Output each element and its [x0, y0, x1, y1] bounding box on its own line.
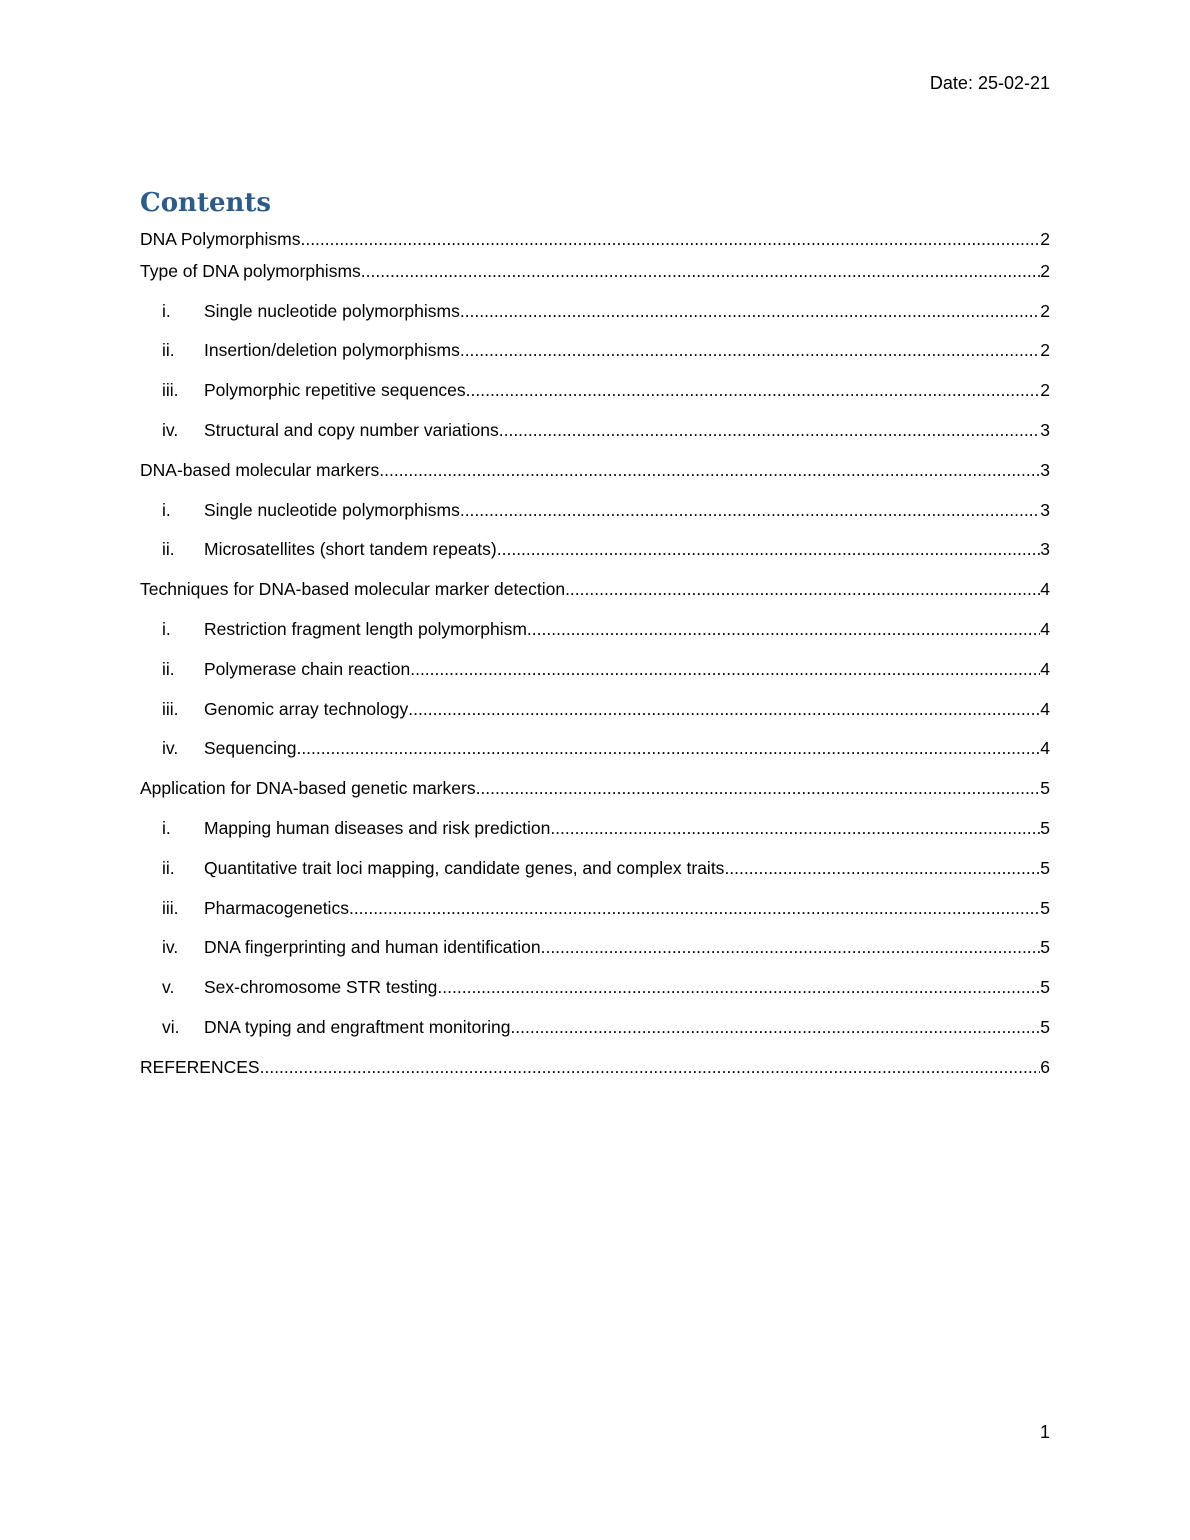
toc-entry-page: 5 [1040, 977, 1050, 998]
toc-entry-number: iv. [162, 419, 179, 440]
toc-entry-label: Microsatellites (short tandem repeats) [204, 539, 497, 560]
toc-entry-label: Insertion/deletion polymorphisms [204, 340, 460, 361]
toc-dot-leader [300, 228, 1040, 250]
toc-entry[interactable] [140, 1046, 1050, 1086]
toc-entry-page: 5 [1040, 1016, 1050, 1037]
toc-entry-label: Genomic array technology [204, 698, 409, 719]
toc-entry-number: ii. [162, 857, 175, 878]
toc-entry[interactable] [140, 1006, 1050, 1046]
toc-entry-number: iii. [162, 698, 179, 719]
toc-dot-leader [408, 698, 1040, 720]
toc-entry-label: DNA fingerprinting and human identification [204, 937, 541, 958]
toc-entry-label: REFERENCES [140, 1056, 260, 1077]
toc-dot-leader [349, 897, 1040, 919]
toc-entry-number: iii. [162, 380, 179, 401]
toc-dot-leader [460, 300, 1040, 322]
toc-entry-label: Polymorphic repetitive sequences [204, 380, 466, 401]
toc-entry-label: Sex-chromosome STR testing [204, 977, 438, 998]
toc-entry-label: Application for DNA-based genetic markers [140, 778, 476, 799]
toc-entry-label: DNA Polymorphisms [140, 229, 301, 249]
toc-entry-page: 3 [1040, 499, 1050, 520]
toc-entry-page: 2 [1040, 260, 1050, 281]
toc-entry-number: i. [162, 817, 171, 838]
toc-entry-label: Sequencing [204, 738, 297, 759]
toc-entry-page: 4 [1040, 658, 1050, 679]
toc-entry-label: Single nucleotide polymorphisms [204, 499, 460, 520]
toc-entry-label: Techniques for DNA-based molecular marker detection [140, 579, 566, 600]
toc-dot-leader [724, 857, 1040, 879]
toc-entry-page: 2 [1040, 229, 1050, 249]
toc-dot-leader [437, 976, 1040, 998]
toc-dot-leader [410, 658, 1040, 680]
toc-dot-leader [565, 578, 1040, 600]
toc-entry-page: 2 [1040, 300, 1050, 321]
page-number: 1 [1039, 1422, 1050, 1442]
toc-entry-page: 5 [1040, 778, 1050, 799]
toc-entry[interactable] [140, 568, 1050, 608]
toc-entry-label: Structural and copy number variations [204, 419, 499, 440]
toc-dot-leader [497, 538, 1041, 560]
toc-entry-label: Type of DNA polymorphisms [140, 260, 361, 281]
toc-dot-leader [296, 737, 1040, 759]
toc-entry-number: i. [162, 618, 171, 639]
toc-dot-leader [260, 1056, 1041, 1078]
toc-title: Contents [140, 188, 272, 218]
toc-entry-label: DNA-based molecular markers [140, 459, 380, 480]
toc-entry[interactable] [140, 608, 1050, 648]
toc-dot-leader [550, 817, 1040, 839]
toc-entry-number: ii. [162, 658, 175, 679]
toc-entry[interactable] [140, 290, 1050, 330]
toc-entry[interactable] [140, 728, 1050, 768]
toc-entry[interactable] [140, 807, 1050, 847]
toc-entry-label: Restriction fragment length polymorphism [204, 618, 527, 639]
toc-entry-label: Polymerase chain reaction [204, 658, 411, 679]
toc-entry-page: 4 [1040, 698, 1050, 719]
toc-entry-label: DNA typing and engraftment monitoring [204, 1016, 511, 1037]
toc-entry-page: 4 [1040, 618, 1050, 639]
toc-entry[interactable] [140, 847, 1050, 887]
header-date: Date: 25-02-21 [929, 73, 1050, 93]
toc-entry-page: 5 [1040, 817, 1050, 838]
toc-entry-label: Pharmacogenetics [204, 897, 349, 918]
toc-entry-label: Single nucleotide polymorphisms [204, 300, 460, 321]
toc-entry[interactable] [140, 409, 1050, 449]
toc-list [140, 228, 1050, 1086]
toc-entry[interactable] [140, 688, 1050, 728]
toc-entry-number: ii. [162, 539, 175, 560]
toc-entry[interactable] [140, 330, 1050, 370]
toc-entry-page: 3 [1040, 539, 1050, 560]
toc-entry[interactable] [140, 449, 1050, 489]
toc-entry[interactable] [140, 369, 1050, 409]
toc-dot-leader [527, 618, 1040, 640]
toc-entry-number: vi. [162, 1016, 180, 1037]
toc-entry-number: iv. [162, 738, 179, 759]
toc-dot-leader [379, 459, 1040, 481]
toc-entry[interactable] [140, 648, 1050, 688]
toc-entry-page: 3 [1040, 419, 1050, 440]
toc-entry-number: i. [162, 300, 171, 321]
toc-dot-leader [541, 936, 1041, 958]
toc-entry-number: iii. [162, 897, 179, 918]
toc-entry-page: 5 [1040, 857, 1050, 878]
toc-entry[interactable] [140, 228, 1050, 250]
toc-entry-page: 2 [1040, 340, 1050, 361]
toc-dot-leader [361, 260, 1040, 282]
toc-dot-leader [499, 419, 1041, 441]
toc-entry-page: 6 [1040, 1056, 1050, 1077]
toc-entry-number: v. [162, 977, 175, 998]
toc-entry[interactable] [140, 529, 1050, 569]
toc-entry-page: 5 [1040, 937, 1050, 958]
toc-entry-number: i. [162, 499, 171, 520]
toc-entry-label: Mapping human diseases and risk prediction [204, 817, 551, 838]
toc-entry[interactable] [140, 767, 1050, 807]
toc-entry-page: 3 [1040, 459, 1050, 480]
toc-entry[interactable] [140, 927, 1050, 967]
toc-entry-page: 4 [1040, 738, 1050, 759]
toc-entry-number: ii. [162, 340, 175, 361]
toc-entry[interactable] [140, 489, 1050, 529]
toc-dot-leader [466, 379, 1041, 401]
toc-entry[interactable] [140, 887, 1050, 927]
toc-dot-leader [510, 1016, 1040, 1038]
toc-entry-number: iv. [162, 937, 179, 958]
toc-dot-leader [460, 339, 1040, 361]
toc-entry[interactable] [140, 966, 1050, 1006]
toc-entry[interactable] [140, 250, 1050, 290]
toc-entry-page: 4 [1040, 579, 1050, 600]
toc-dot-leader [476, 777, 1041, 799]
table-of-contents [140, 186, 1050, 1086]
toc-dot-leader [460, 499, 1040, 521]
toc-entry-page: 5 [1040, 897, 1050, 918]
toc-entry-label: Quantitative trait loci mapping, candidate genes, and complex traits [204, 857, 725, 878]
toc-entry-page: 2 [1040, 380, 1050, 401]
